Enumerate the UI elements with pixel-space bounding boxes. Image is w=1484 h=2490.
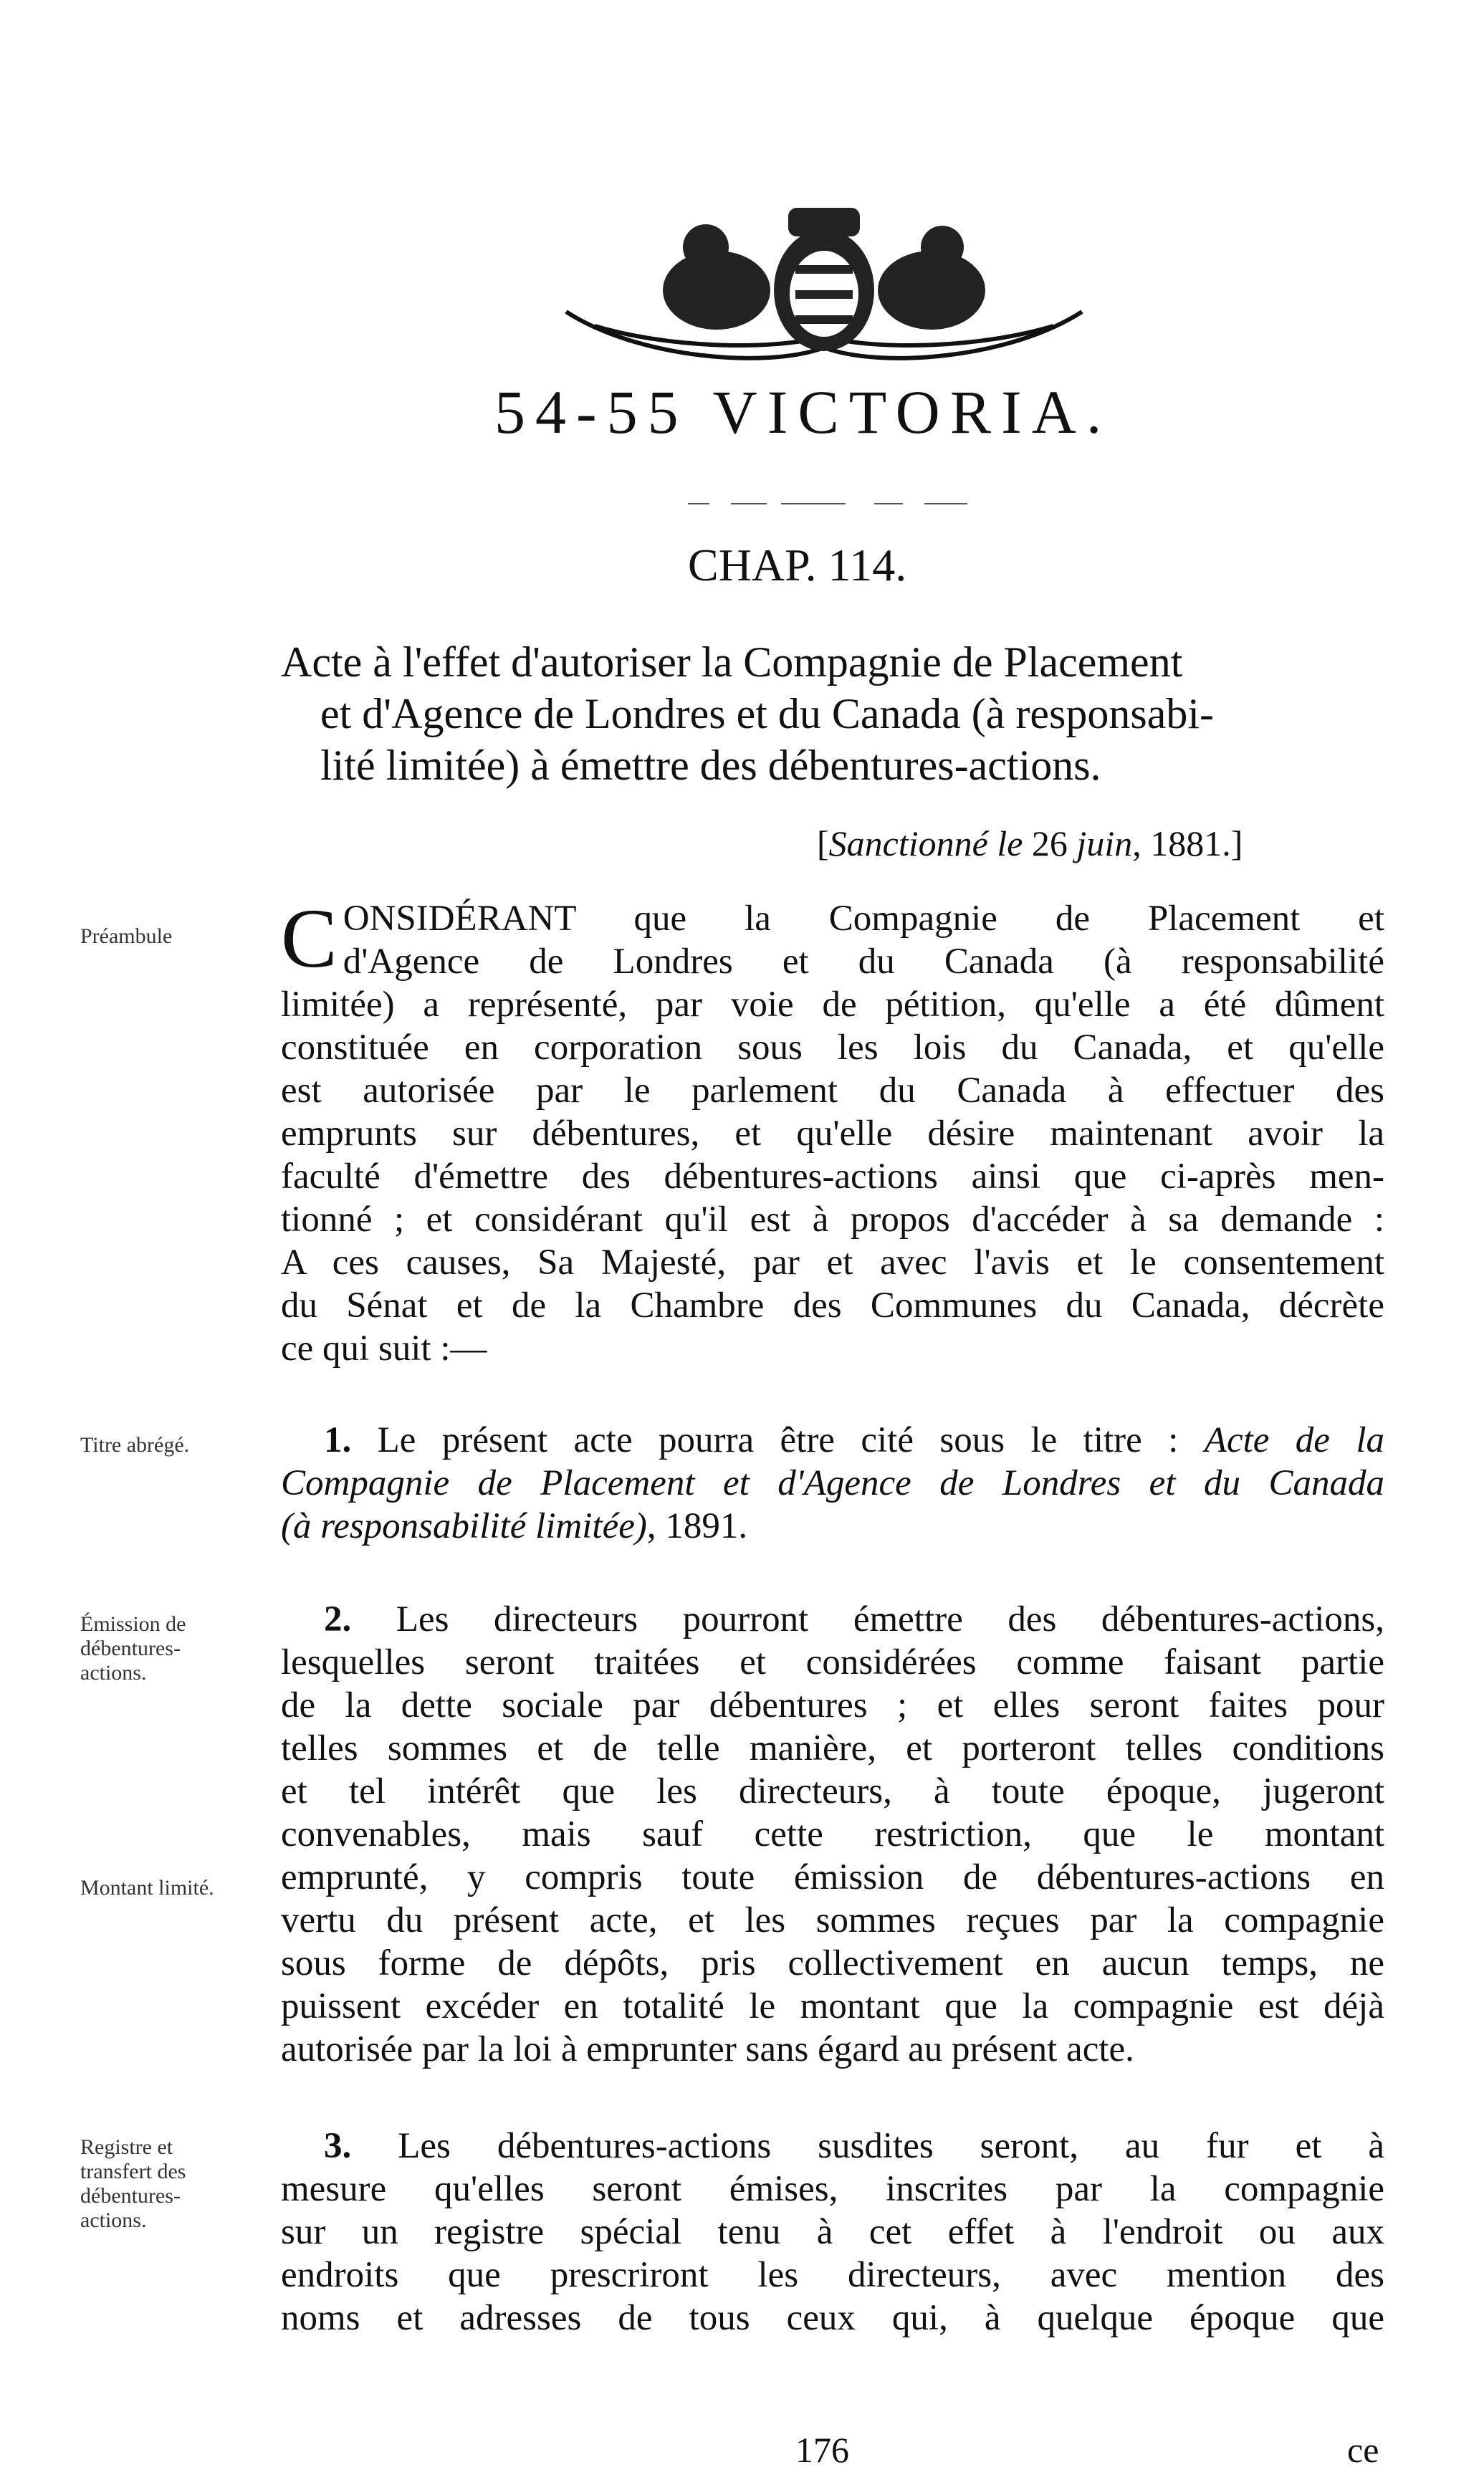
regnal-title: 54-55 VICTORIA. [494,378,1112,446]
text-line [281,1505,1384,1548]
page-number: 176 [795,2430,849,2470]
margin-note-amount: Montant limité. [80,1876,214,1900]
text-line: ONSIDÉRANT que la Compagnie de Placement et [343,899,1384,939]
text-line [281,1419,1384,1462]
section-text: , 1891. [646,1506,748,1546]
bracket: [ [817,823,829,863]
text-line: d'Agence de Londres et du Canada (à responsabilité [343,942,1384,982]
section-text: Les directeurs pourront émettre des débentures-actions, [351,1599,1384,1639]
text-line: constituée en corporation sous les lois du Canada, et qu'elle [281,1028,1384,1068]
text-line: ce qui suit :— [281,1328,487,1369]
text-line: telles sommes et de telle manière, et porteront telles conditions [281,1728,1384,1768]
text-line: vertu du présent acte, et les sommes reçues par la compagnie [281,1900,1384,1940]
sanction-date [817,823,1243,864]
section-text: Le présent acte pourra être cité sous le titre : [351,1420,1205,1460]
margin-note-issue: Émission de débentures-actions. [80,1612,186,1685]
text-line [281,1462,1384,1505]
section-italic: (à responsabilité limitée) [281,1506,647,1546]
text-line [281,1598,1384,1641]
text-line: sous forme de dépôts, pris collectivement en aucun temps, ne [281,1943,1384,1983]
section-number: 2. [324,1599,352,1639]
act-title-line: et d'Agence de Londres et du Canada (à responsabi- [320,690,1214,737]
section-3 [281,2125,1384,2340]
royal-crest-icon [552,204,1096,365]
sanction-day: 26 [1023,823,1077,863]
text-line: emprunté, y compris toute émission de débentures-actions en [281,1857,1384,1897]
text-line: faculté d'émettre des débentures-actions ainsi que ci-après men- [281,1157,1384,1197]
section-italic: Acte de la [1204,1420,1385,1460]
margin-note-short-title: Titre abrégé. [80,1433,190,1457]
text-line: puissent excéder en totalité le montant que la compagnie est déjà [281,1986,1384,2026]
text-line: noms et adresses de tous ceux qui, à quelque époque que [281,2298,1384,2338]
text-line: du Sénat et de la Chambre des Communes du Canada, décrète [281,1285,1384,1326]
text-line: sur un registre spécial tenu à cet effet à l'endroit ou aux [281,2212,1384,2252]
margin-note-preamble: Préambule [80,924,173,948]
text-line: de la dette sociale par débentures ; et elles seront faites pour [281,1685,1384,1725]
text-line: lesquelles seront traitées et considérées comme faisant partie [281,1642,1384,1682]
text-line: A ces causes, Sa Majesté, par et avec l'avis et le consentement [281,1242,1384,1283]
sanction-year: , 1881.] [1132,823,1243,863]
text-line [281,2125,1384,2168]
text-line: mesure qu'elles seront émises, inscrites par la compagnie [281,2169,1384,2209]
divider [688,502,975,506]
section-2 [281,1598,1384,2071]
chapter-heading: CHAP. 114. [688,540,907,590]
sanction-word: Sanctionné le [828,823,1023,863]
act-title-line: Acte à l'effet d'autoriser la Compagnie de Placement [281,638,1183,686]
text-line: limitée) a représenté, par voie de pétition, qu'elle a été dûment [281,985,1384,1025]
section-italic: Compagnie de Placement et d'Agence de Londres et du Canada [281,1463,1384,1503]
section-number: 3. [324,2126,352,2166]
text-line: autorisée par la loi à emprunter sans égard au présent acte. [281,2029,1134,2069]
text-line: est autorisée par le parlement du Canada à effectuer des [281,1071,1384,1111]
margin-note-register: Registre et transfert des débentures-actions. [80,2135,186,2232]
text-line: endroits que prescriront les directeurs, avec mention des [281,2255,1384,2295]
text-line: convenables, mais sauf cette restriction, que le montant [281,1814,1384,1854]
section-text: Les débentures-actions susdites seront, au fur et à [351,2126,1384,2166]
act-title-line: lité limitée) à émettre des débentures-actions. [320,742,1101,789]
section-1 [281,1419,1384,1548]
sanction-month: juin [1076,823,1133,863]
catchword: ce [1347,2430,1379,2470]
text-line: et tel intérêt que les directeurs, à toute époque, jugeront [281,1771,1384,1811]
text-line: tionné ; et considérant qu'il est à propos d'accéder à sa demande : [281,1199,1384,1240]
preamble-paragraph [281,891,1384,1370]
act-title [281,636,1384,791]
drop-cap: C [281,891,338,985]
section-number: 1. [324,1420,352,1460]
text-line: emprunts sur débentures, et qu'elle désire maintenant avoir la [281,1114,1384,1154]
